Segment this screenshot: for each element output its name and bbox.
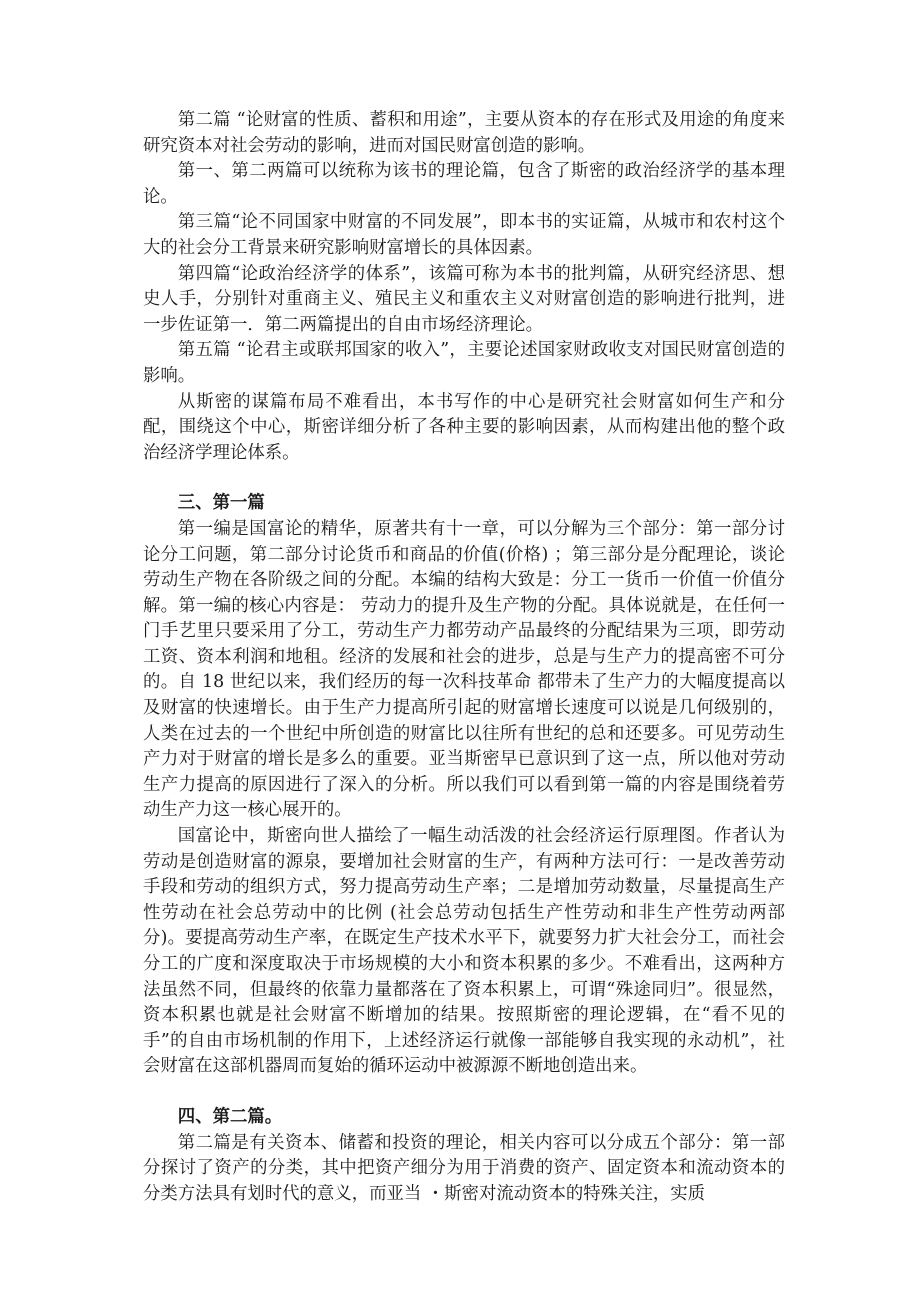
paragraph-part-two-capital: 第二篇是有关资本、储蓄和投资的理论，相关内容可以分成五个部分：第一部分探讨了资产的分类，其中把资产细分为用于消费的资产、固定资本和流动资本的分类方法具有划时代的意义，而亚当 ・斯密对流动资本的特殊关注，实质	[143, 1132, 785, 1204]
paragraph-economic-principle: 国富论中，斯密向世人描绘了一幅生动活泼的社会经济运行原理图。作者认为劳动是创造财富的源泉，要增加社会财富的生产，有两种方法可行：一是改善劳动手段和劳动的组织方式，努力提高劳动生产率；二是增加劳动数量，尽量提高生产性劳动在社会总劳动中的比例 (社会总劳动包括生产性劳动和非生产性劳动两部分)。要提高劳动生产率，在既定生产技术水平下，就要努力扩大社会分工，而社会分工的广度和深度取决于市场规模的大小和资本积累的多少。不难看出，这两种方法虽然不同，但最终的依靠力量都落在了资本积累上，可谓“殊途同归”。很显然，资本积累也就是社会财富不断增加的结果。按照斯密的理论逻辑，在“看不见的手”的自由市场机制的作用下，上述经济运行就像一部能够自我实现的永动机”，社会财富在这部机器周而复始的循环运动中被源源不断地创造出来。	[143, 826, 785, 1077]
section-spacer	[143, 1080, 785, 1105]
document-body	[143, 108, 785, 1207]
section-spacer	[143, 466, 785, 491]
paragraph-part5-description: 第五篇 “论君主或联邦国家的收入”，主要论述国家财政收支对国民财富创造的影响。	[143, 340, 785, 386]
paragraph-part4-description: 第四篇“论政治经济学的体系”，该篇可称为本书的批判篇，从研究经济思、想史人手，分别针对重商主义、殖民主义和重农主义对财富创造的影响进行批判，进一步佐证第一．第二两篇提出的自由市场经济理论。	[143, 263, 785, 335]
paragraph-part2-description: 第二篇 “论财富的性质、蓄积和用途”，主要从资本的存在形式及用途的角度来研究资本对社会劳动的影响，进而对国民财富创造的影响。	[143, 110, 785, 156]
paragraph-theory-parts: 第一、第二两篇可以统称为该书的理论篇，包含了斯密的政治经济学的基本理论。	[143, 161, 785, 207]
section-heading-part-one: 三、第一篇	[177, 493, 265, 514]
paragraph-book-structure-summary: 从斯密的谋篇布局不难看出，本书写作的中心是研究社会财富如何生产和分配，围绕这个中心，斯密详细分析了各种主要的影响因素，从而构建出他的整个政治经济学理论体系。	[143, 391, 785, 463]
paragraph-part-one-core: 第一编是国富论的精华，原著共有十一章，可以分解为三个部分：第一部分讨论分工问题，第二部分讨论货币和商品的价值(价格) ；第三部分是分配理论，谈论劳动生产物在各阶级之间的分配。本编的结构大致是：分工一货币一价值一价值分解。第一编的核心内容是： 劳动力的提升及生产物的分配。具体说就是，在任何一门手艺里只要采用了分工，劳动生产力都劳动产品最终的分配结果为三项，即劳动工资、资本利润和地租。经济的发展和社会的进步，总是与生产力的提高密不可分的。自 18 世纪以来，我们经历的每一次科技革命 都带未了生产力的大幅度提高以及财富的快速增长。由于生产力提高所引起的财富增长速度可以说是几何级别的，人类在过去的一个世纪中所创造的财富比以往所有世纪的总和还要多。可见劳动生产力对于财富的增长是多么的重要。亚当斯密早已意识到了这一点，所以他对劳动生产力提高的原因进行了深入的分析。所以我们可以看到第一篇的内容是围绕着劳动生产力这一核心展开的。	[143, 518, 785, 821]
paragraph-part3-description: 第三篇“论不同国家中财富的不同发展”，即本书的实证篇，从城市和农村这个大的社会分工背景来研究影响财富增长的具体因素。	[143, 212, 785, 258]
section-heading-part-two: 四、第二篇。	[177, 1106, 283, 1127]
